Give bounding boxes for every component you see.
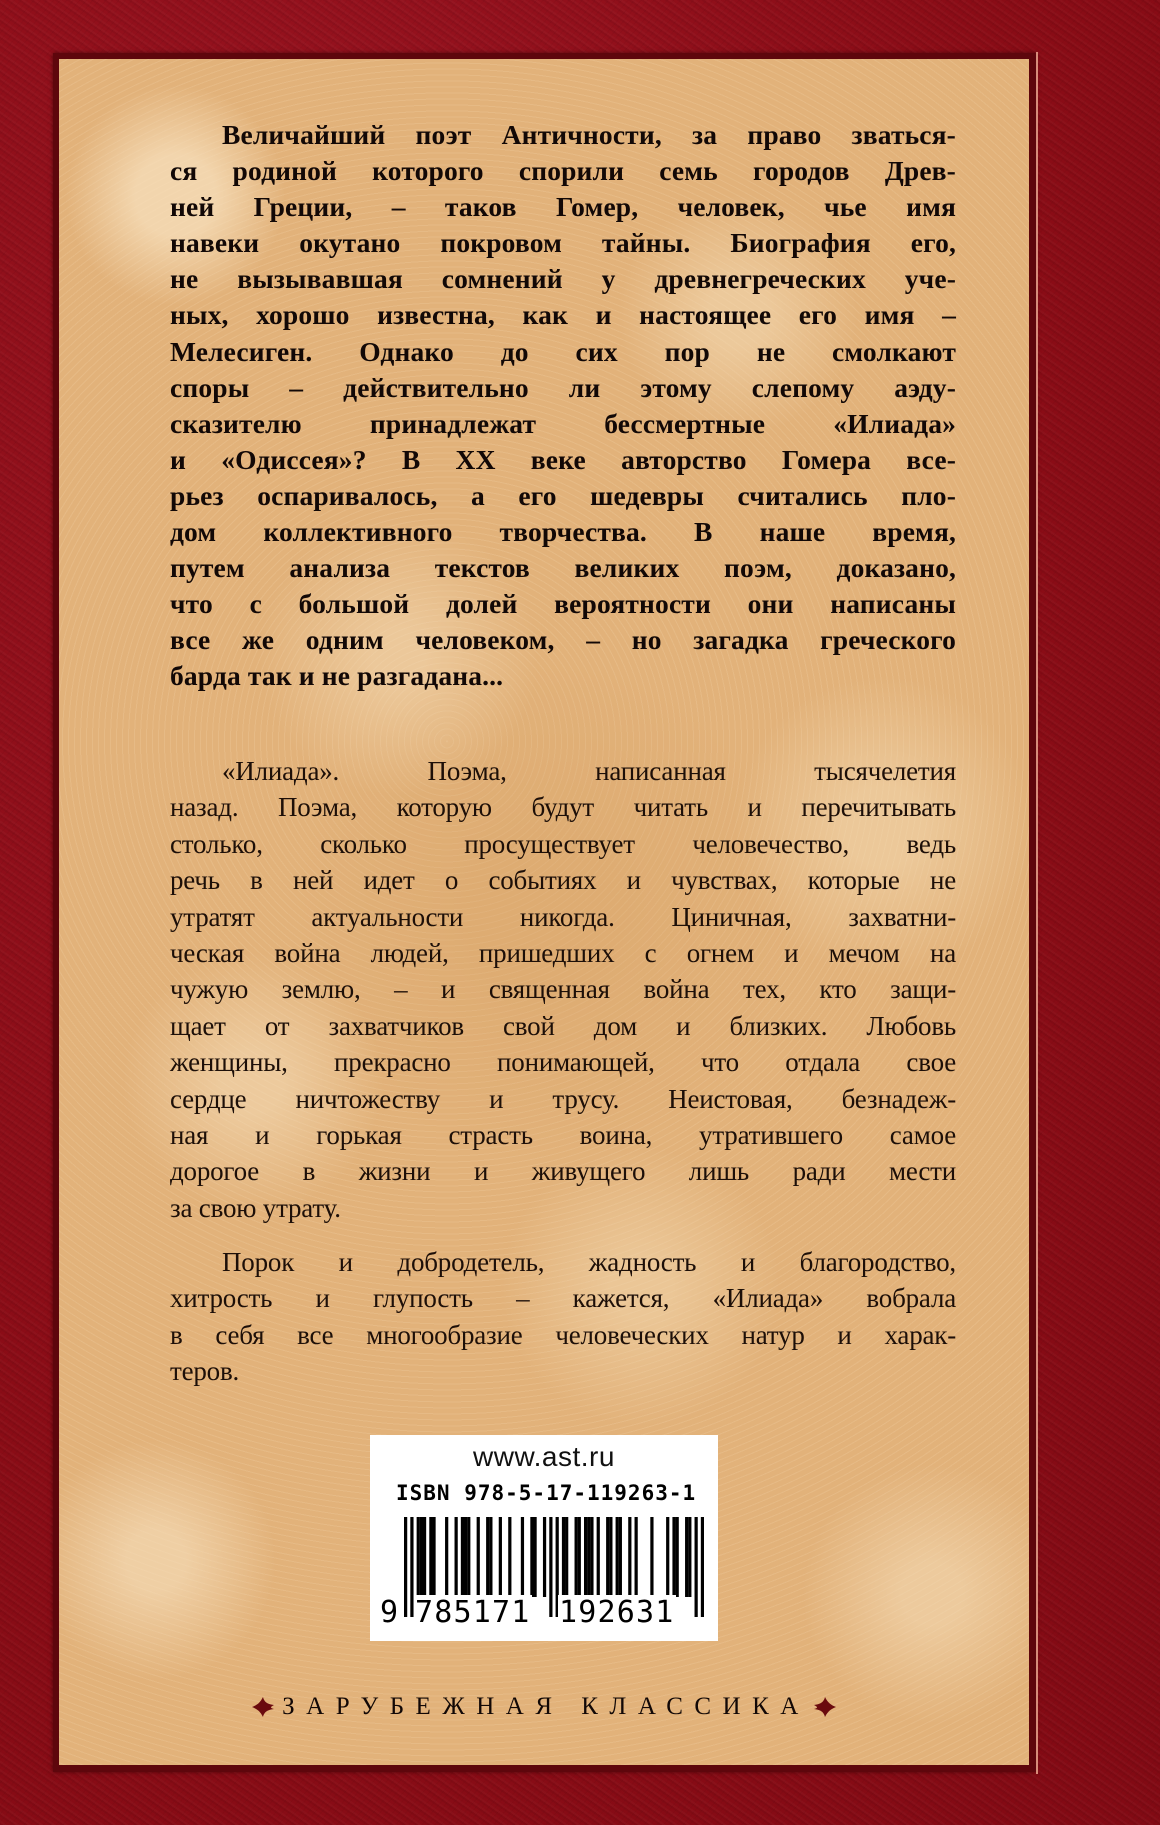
annotation-paragraph-2 xyxy=(170,753,956,1226)
text-line: утратят актуальности никогда. Циничная, захватни- xyxy=(170,901,956,932)
text-line: не вызывавшая сомнений у древнегреческих уче- xyxy=(170,263,956,295)
text-line: женщины, прекрасно понимающей, что отдала свое xyxy=(170,1047,956,1078)
text-line: столько, сколько просуществует человечество, ведь xyxy=(170,828,956,859)
annotation-paragraph-3 xyxy=(170,1244,956,1390)
series-label: ЗАРУБЕЖНАЯ КЛАССИКА xyxy=(282,1693,810,1720)
text-line: путем анализа текстов великих поэм, доказано, xyxy=(170,552,956,584)
isbn-label: ISBN 978-5-17-119263-1 xyxy=(396,1481,697,1505)
text-line: чужую землю, – и священная война тех, кто защи- xyxy=(170,974,956,1005)
text-line: ческая война людей, пришедших с огнем и мечом на xyxy=(170,938,956,969)
text-line: Порок и добродетель, жадность и благородство, xyxy=(222,1247,956,1277)
text-line: хитрость и глупость – кажется, «Илиада» вобрала xyxy=(170,1283,956,1314)
annotation-paragraph-1 xyxy=(170,117,956,695)
barcode-digits xyxy=(380,1595,710,1629)
series-label-row xyxy=(59,1690,1029,1724)
text-line: ней Греции, – таков Гомер, человек, чье имя xyxy=(170,191,956,223)
text-line: дом коллективного творчества. В наше время, xyxy=(170,516,956,548)
spine-fold-line xyxy=(1036,52,1038,1774)
barcode-left-group: 785171 xyxy=(415,1595,531,1630)
text-line: споры – действительно ли этому слепому аэду- xyxy=(170,371,956,403)
text-line: дорогое в жизни и живущего лишь ради мести xyxy=(170,1156,956,1187)
text-line: за свою утрату. xyxy=(170,1192,341,1223)
barcode-first-digit: 9 xyxy=(380,1595,399,1630)
text-line: ся родиной которого спорили семь городов Древ- xyxy=(170,155,956,187)
text-line: навеки окутано покровом тайны. Биография его, xyxy=(170,227,956,259)
text-line: «Илиада». Поэма, написанная тысячелетия xyxy=(222,756,956,786)
text-line: сказителю принадлежат бессмертные «Илиада» xyxy=(170,407,956,439)
text-line: в себя все многообразие человеческих натур и харак- xyxy=(170,1319,956,1350)
text-line: ная и горькая страсть воина, утратившего самое xyxy=(170,1120,956,1151)
text-line: барда так и не разгадана... xyxy=(170,660,504,692)
text-line: и «Одиссея»? В XX веке авторство Гомера все- xyxy=(170,443,956,475)
barcode-box xyxy=(370,1435,718,1641)
text-line: Величайший поэт Античности, за право зваться- xyxy=(222,119,956,150)
text-line: рьез оспаривалось, а его шедевры считались пло- xyxy=(170,479,956,511)
barcode-right-group: 192631 xyxy=(559,1595,675,1630)
text-line: сердце ничтожеству и трусу. Неистовая, безнадеж- xyxy=(170,1083,956,1114)
text-line: Мелесиген. Однако до сих пор не смолкают xyxy=(170,335,956,367)
fleuron-right-icon xyxy=(812,1696,838,1718)
text-line: речь в ней идет о событиях и чувствах, которые не xyxy=(170,865,956,896)
text-line: все же одним человеком, – но загадка греческого xyxy=(170,624,956,656)
text-line: ных, хорошо известна, как и настоящее его имя – xyxy=(170,299,956,331)
text-line: назад. Поэма, которую будут читать и перечитывать xyxy=(170,792,956,823)
text-line: щает от захватчиков свой дом и близких. Любовь xyxy=(170,1010,956,1041)
text-line: что с большой долей вероятности они написаны xyxy=(170,588,956,620)
publisher-url[interactable]: www.ast.ru xyxy=(473,1441,615,1472)
fleuron-left-icon xyxy=(250,1696,276,1718)
text-line: теров. xyxy=(170,1356,240,1387)
